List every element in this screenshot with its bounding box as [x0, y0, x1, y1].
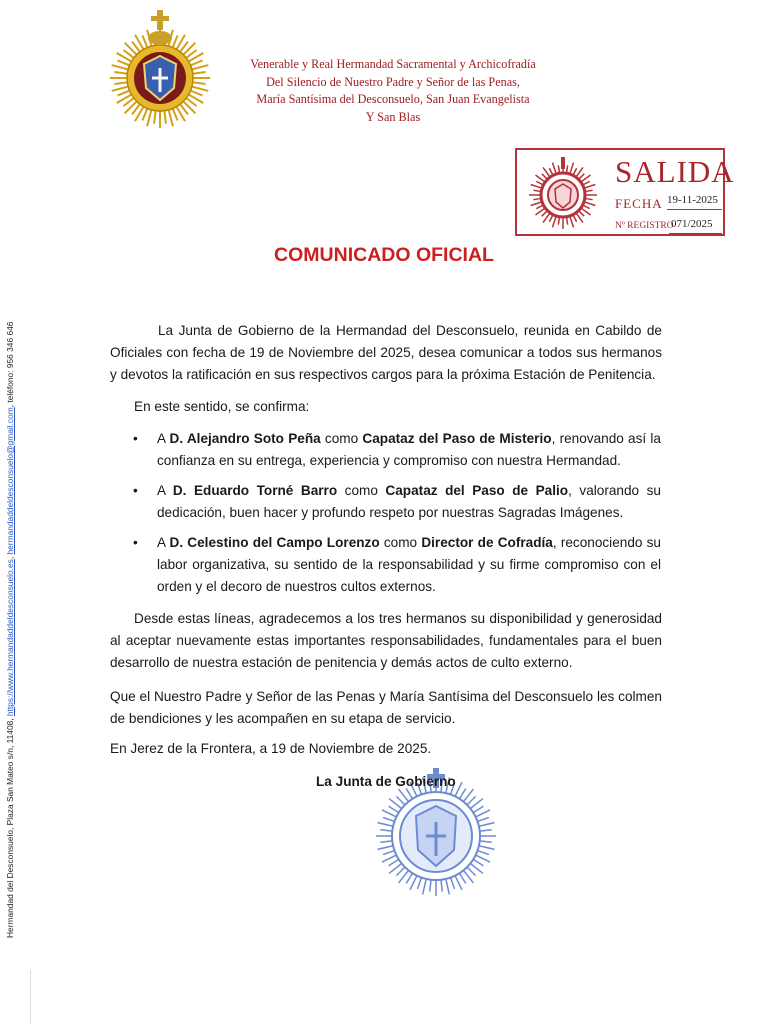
- contact-phone: , teléfono: 956 346 646: [5, 321, 15, 408]
- seal-ray: [478, 818, 489, 822]
- website-link[interactable]: https://www.hermandaddeldesconsuelo.es: [5, 559, 15, 717]
- seal-ray: [423, 879, 427, 895]
- item-post: , reconociendo su labor organizativa, su sentido de la responsabilidad y su firme compromiso con el orden y el decoro de nuestros cultos externos.: [157, 535, 661, 594]
- seal-ray: [112, 65, 129, 70]
- contact-separator: ,: [5, 554, 15, 560]
- seal-ray: [451, 878, 455, 889]
- seal-ray: [480, 830, 492, 831]
- seal-ray: [467, 796, 475, 804]
- seal-ray: [418, 878, 422, 889]
- item-post: , valorando su dedicación, buen hacer y profundo respeto por nuestras Sagradas Imágenes.: [157, 483, 661, 520]
- seal-ray: [552, 163, 556, 174]
- stamp-registry-label: Nº REGISTRO: [615, 221, 674, 231]
- lead-paragraph: En este sentido, se confirma:: [134, 399, 310, 414]
- person-name: D. Celestino del Campo Lorenzo: [169, 535, 380, 550]
- seal-ray: [476, 810, 490, 817]
- seal-ray: [467, 867, 475, 875]
- seal-ray: [430, 880, 431, 892]
- seal-ray: [383, 818, 394, 822]
- seal-ray: [191, 86, 208, 91]
- seal-ray: [406, 873, 412, 883]
- item-pre: A: [157, 483, 173, 498]
- registration-stamp: [515, 148, 735, 236]
- seal-ray: [142, 108, 147, 121]
- bullet-icon: •: [133, 535, 138, 550]
- document-title: COMUNICADO OFICIAL: [274, 244, 494, 266]
- seal-ray: [389, 806, 399, 812]
- stamp-registry-value: 071/2025: [671, 218, 713, 230]
- list-item: [131, 428, 661, 472]
- seal-ray: [142, 36, 147, 49]
- seal-ray: [531, 202, 542, 206]
- stamp-seal-icon: [525, 155, 601, 231]
- seal-ray: [552, 216, 556, 227]
- seal-ray: [118, 60, 131, 65]
- seal-ray: [172, 36, 177, 49]
- seal-ray: [378, 846, 394, 850]
- seal-ray: [459, 789, 465, 799]
- stamp-title: SALIDA: [615, 154, 735, 189]
- seal-ray: [406, 789, 412, 799]
- seal-ray: [446, 879, 450, 895]
- seal-ray: [114, 72, 128, 74]
- contact-sidebar: [5, 238, 15, 938]
- list-item: [131, 480, 661, 524]
- seal-ray: [192, 82, 206, 84]
- stamp-registry-line: [669, 233, 722, 234]
- contact-address: Hermandad del Desconsuelo, Plaza San Mateo s/n, 11408,: [5, 716, 15, 938]
- person-name: D. Alejandro Soto Peña: [169, 431, 321, 446]
- seal-ray: [455, 782, 462, 796]
- seal-ray: [154, 110, 156, 124]
- item-mid: como: [379, 535, 422, 550]
- email-link[interactable]: hermandaddeldesconsuelo@gmail.com: [5, 407, 15, 555]
- seal-ray: [380, 830, 392, 831]
- intro-paragraph: La Junta de Gobierno de la Hermandad del Desconsuelo, reunida en Cabildo de Oficiales con fecha de 19 de Noviembre del 2025, desea comunicar a todos sus hermanos y devotos la ratificación en sus respectivos cargos para la próxima Estación de Penitencia.: [110, 323, 662, 382]
- seal-ray: [473, 859, 483, 865]
- brotherhood-line: María Santísima del Desconsuelo, San Juan Evangelista: [256, 92, 530, 106]
- brotherhood-line: Del Silencio de Nuestro Padre y Señor de las Penas,: [266, 74, 520, 89]
- person-role: Capataz del Paso de Palio: [385, 483, 569, 498]
- seal-ray: [382, 810, 396, 817]
- bullet-icon: •: [133, 483, 138, 498]
- seal-ray: [114, 82, 128, 84]
- seal-ray: [584, 202, 595, 206]
- seal-ray: [191, 65, 208, 70]
- bullet-icon: •: [133, 431, 138, 446]
- seal-ray: [164, 110, 166, 124]
- seal-ray: [118, 90, 131, 95]
- page-edge-divider: [30, 970, 39, 1024]
- seal-ray: [168, 109, 173, 126]
- place-date: En Jerez de la Frontera, a 19 de Noviembre de 2025.: [110, 741, 432, 756]
- item-mid: como: [337, 483, 386, 498]
- seal-ray: [441, 880, 442, 892]
- seal-ray: [382, 855, 396, 862]
- item-mid: como: [320, 431, 363, 446]
- brotherhood-name: [228, 56, 558, 126]
- item-pre: A: [157, 535, 170, 550]
- seal-ray: [389, 859, 399, 865]
- gratitude-paragraph: Desde estas líneas, agradecemos a los tres hermanos su disponibilidad y generosidad al aceptar nuevamente estas importantes responsabilidades, fundamentales para el buen desarrollo de nuestra estación de penitencia y demás actos de culto externo.: [110, 611, 662, 670]
- seal-ray: [410, 876, 417, 890]
- seal-ray: [112, 86, 129, 91]
- stamp-date-line: [667, 209, 722, 210]
- list-item: [131, 532, 661, 598]
- seal-ray: [473, 806, 483, 812]
- brotherhood-line: Venerable y Real Hermandad Sacramental y Archicofradía: [250, 57, 536, 71]
- brotherhood-line: Y San Blas: [365, 109, 421, 124]
- person-role: Capataz del Paso de Misterio: [362, 431, 552, 446]
- seal-ray: [192, 72, 206, 74]
- seal-ray: [396, 796, 404, 804]
- seal-ray: [396, 867, 404, 875]
- seal-ray: [570, 163, 574, 174]
- person-name: D. Eduardo Torné Barro: [172, 483, 338, 498]
- signature-line: La Junta de Gobierno: [316, 774, 456, 789]
- seal-ray: [479, 823, 495, 827]
- seal-ray: [478, 851, 489, 855]
- seal-ray: [479, 846, 495, 850]
- seal-ray: [383, 851, 394, 855]
- person-role: Director de Cofradía: [421, 535, 553, 550]
- seal-ray: [172, 108, 177, 121]
- seal-ray: [480, 841, 492, 842]
- seal-ray: [531, 184, 542, 188]
- seal-ray: [455, 876, 462, 890]
- seal-ray: [584, 184, 595, 188]
- appointments-list: [131, 428, 661, 606]
- brotherhood-crest-icon: [108, 8, 212, 136]
- seal-ray: [190, 60, 203, 65]
- seal-ray: [476, 855, 490, 862]
- seal-ray: [380, 841, 392, 842]
- seal-ray: [147, 109, 152, 126]
- stamp-date-value: 19-11-2025: [667, 194, 718, 206]
- stamp-date-label: FECHA: [615, 196, 663, 211]
- seal-ray: [378, 823, 394, 827]
- blessing-paragraph: Que el Nuestro Padre y Señor de las Penas y María Santísima del Desconsuelo les colmen de bendiciones y les acompañen en su etapa de servicio.: [110, 689, 662, 726]
- seal-ray: [459, 873, 465, 883]
- item-post: , renovando así la confianza en su entrega, experiencia y compromiso con nuestra Hermandad.: [157, 431, 661, 468]
- item-pre: A: [157, 431, 170, 446]
- seal-ray: [190, 90, 203, 95]
- seal-ray: [570, 216, 574, 227]
